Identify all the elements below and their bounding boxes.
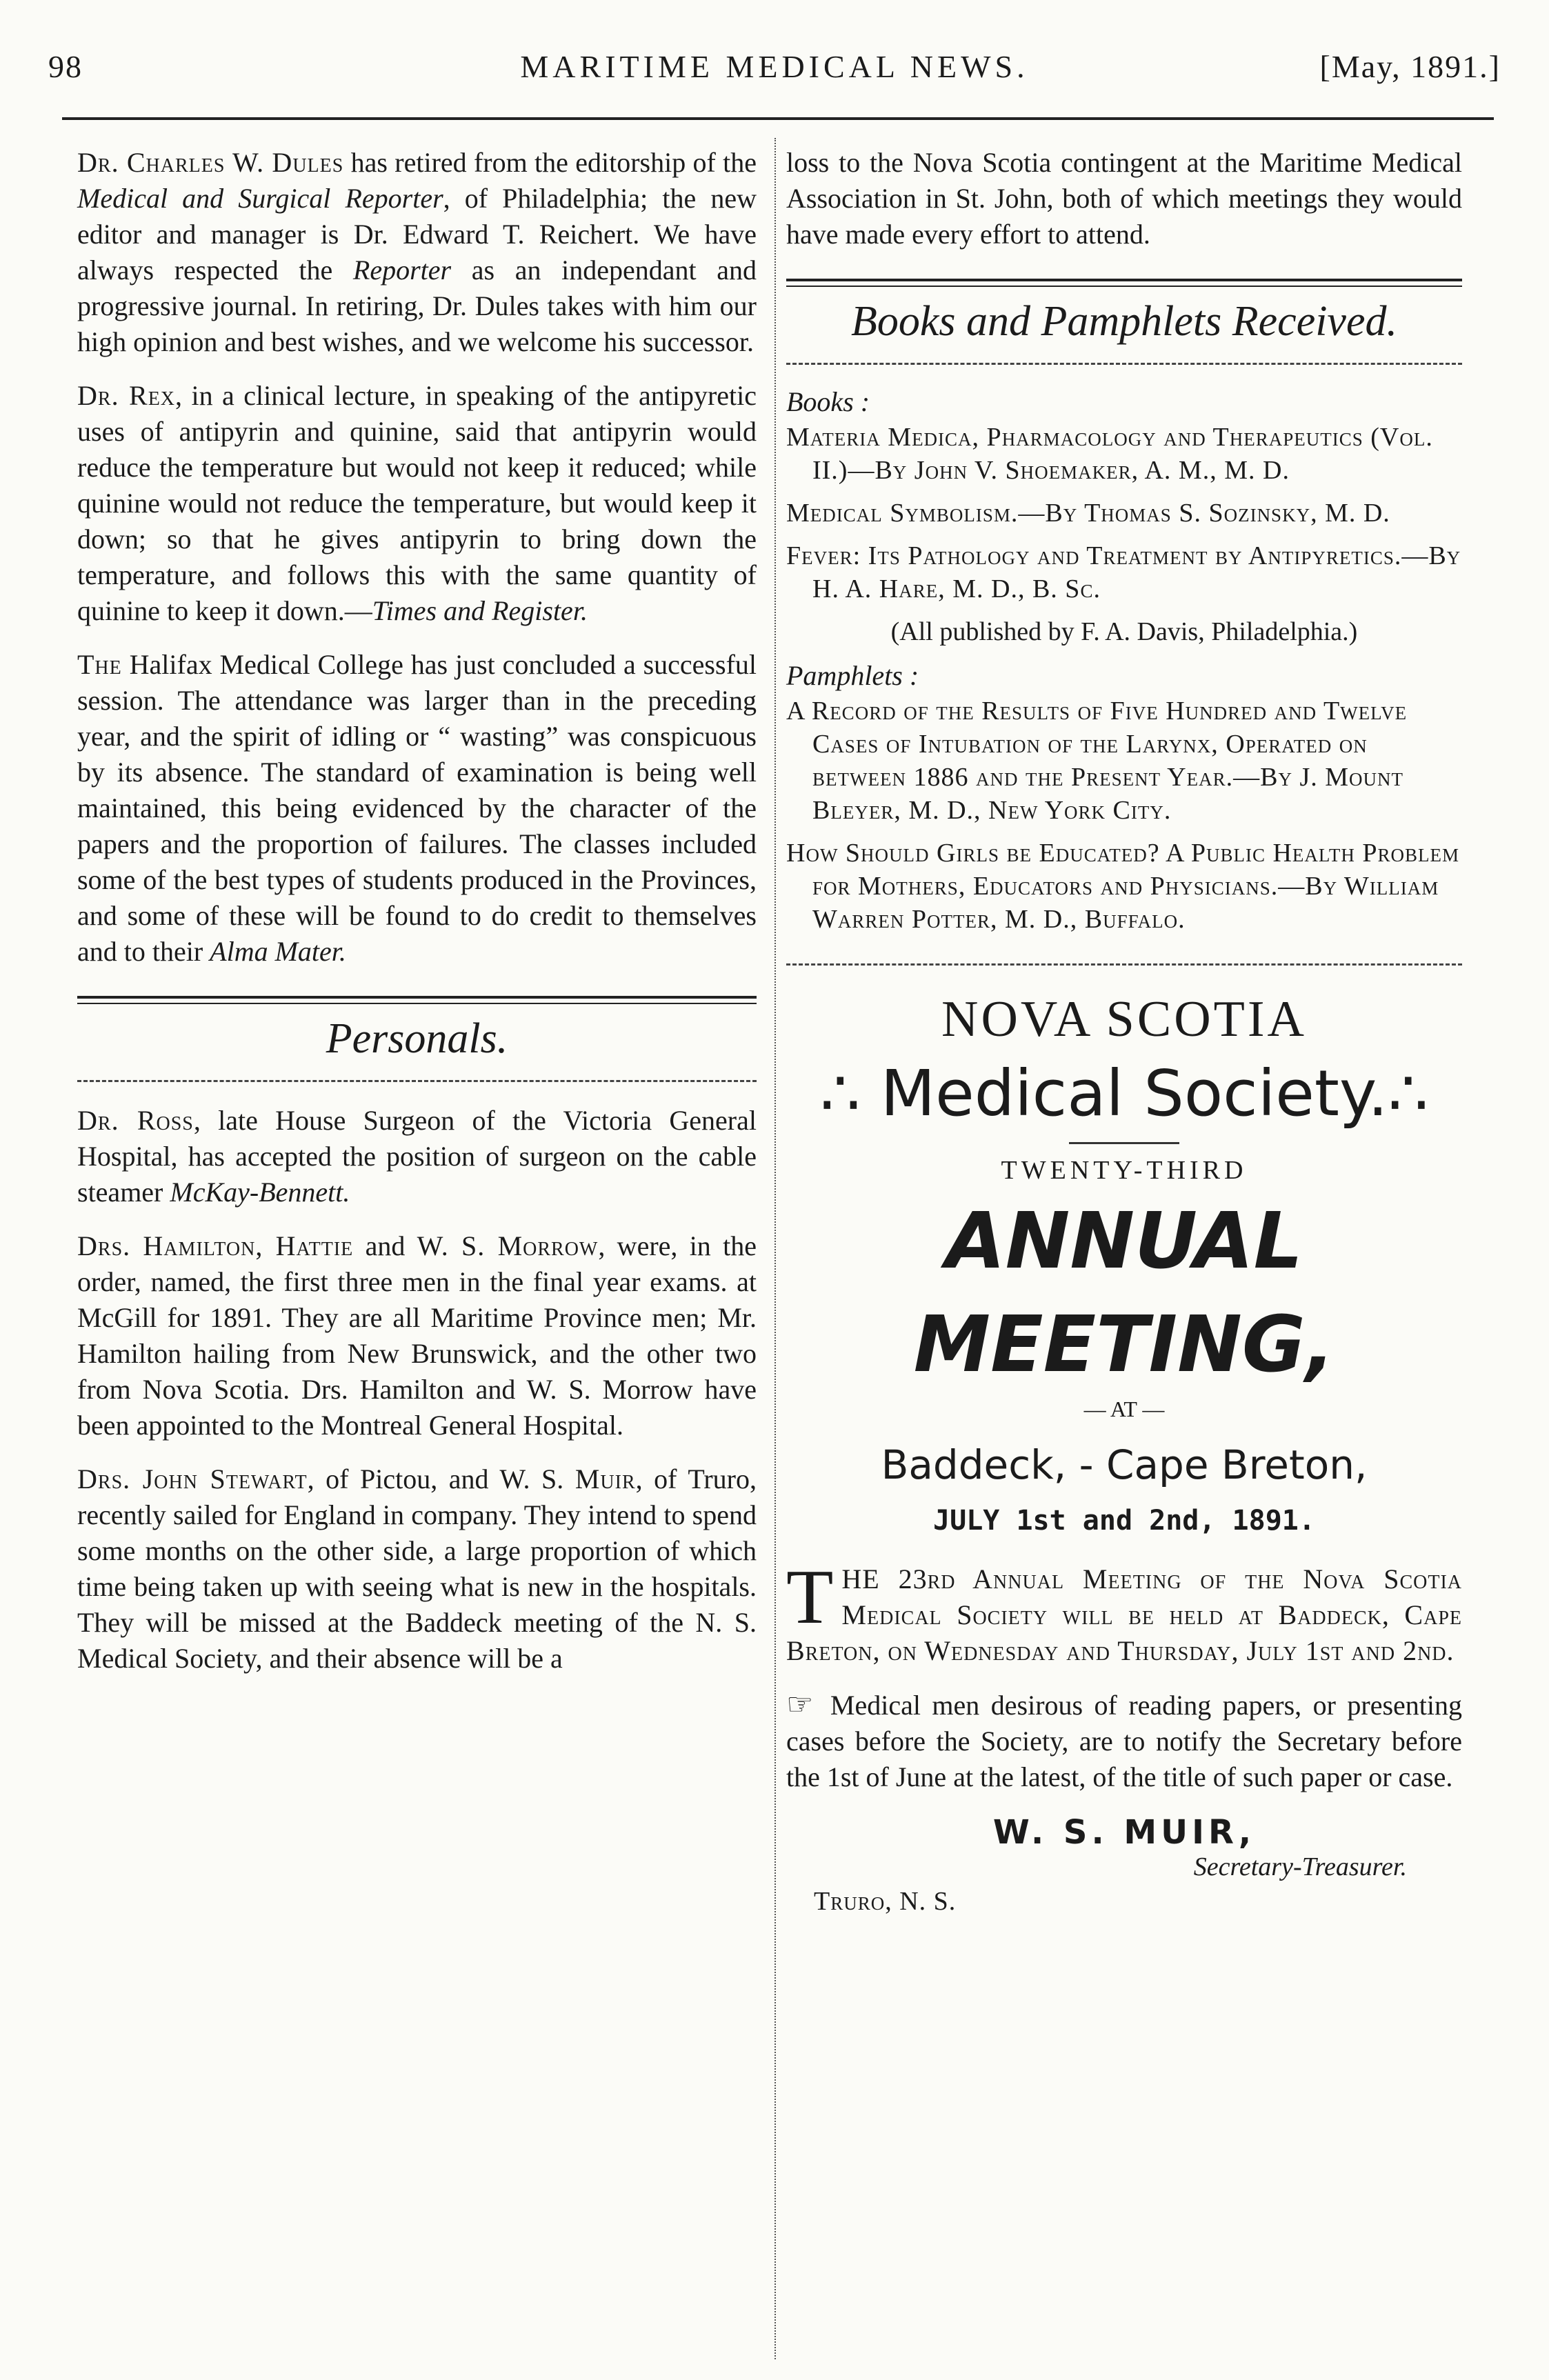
meeting-notice [786,986,1462,1917]
pointing-hand-icon: ☞ [786,1688,814,1721]
journal-title: MARITIME MEDICAL NEWS. [520,49,1029,84]
paragraph-mcgill-graduates: Drs. Hamilton, Hattie and W. S. Morrow, were, in the order, named, the first three men in the final year exams. at McGill for 1891. They are all Maritime Province men; Mr. Hamilton hailing from New Brunswick, and the other two from Nova Scotia. Drs. Hamilton and W. S. Morrow have been appointed to the Montreal General Hospital. [77,1230,757,1441]
paragraph-continued: loss to the Nova Scotia contingent at the Maritime Medical Association in St. John, both of which meetings they would have made every effort to attend. [786,147,1462,250]
header-rule [62,117,1494,120]
paragraph-dules: Dr. Charles W. Dules has retired from the editorship of the Medical and Surgical Reporter, of Philadelphia; the new editor and manager is Dr. Edward T. Reichert. We have always respected the Reporter as an independant and progressive journal. In retiring, Dr. Dules takes with him our high opinion and best wishes, and we welcome his successor. [77,147,757,357]
pamphlets-label: Pamphlets : [786,660,919,691]
signature-place: Truro, N. S. [814,1887,957,1916]
paragraph-halifax-college: The Halifax Medical College has just concluded a successful session. The attendance was larger than in the preceding year, and the spirit of idling or “ wasting” was conspicuous by its absence. The standard of examination is being well maintained, this being evidenced by the character of the papers and the proportion of failures. The classes included some of the best types of students produced in the Provinces, and some of these will be found to do credit to themselves and to their Alma Mater. [77,649,757,967]
notice-at: — AT — [1083,1397,1165,1421]
issue-date: [May, 1891.] [1319,49,1501,84]
signature-name: W. S. MUIR, [992,1813,1256,1852]
book-entry: Medical Symbolism.—By Thomas S. Sozinsky, M. D. [786,499,1390,528]
notice-instructions: ☞ Medical men desirous of reading papers, or presenting cases before the Society, are to notify the Secretary before the 1st of June at the latest, of the title of such paper or case. [786,1688,1462,1792]
personals-heading: Personals. [326,1015,508,1062]
signature-role: Secretary-Treasurer. [1193,1852,1407,1881]
paragraph-ross: Dr. Ross, late House Surgeon of the Victoria General Hospital, has accepted the position of surgeon on the cable steamer McKay-Bennett. [77,1105,757,1208]
book-entry: Fever: Its Pathology and Treatment by Antipyretics.—By H. A. Hare, M. D., B. Sc. [786,541,1461,603]
books-label: Books : [786,386,870,417]
paragraph-rex: Dr. Rex, in a clinical lecture, in speaking of the antipyretic uses of antipyrin and quinine, said that antipyrin would reduce the temperature but would not keep it reduced; while quinine would not reduce the temperature, but would keep it down; so that he gives antipyrin to bring down the temperature, and follows this with the same quantity of quinine to keep it down.—Times and Register. [77,380,757,626]
column-divider [774,138,776,2359]
notice-society-state: NOVA SCOTIA [941,991,1307,1048]
notice-ordinal: TWENTY-THIRD [1001,1156,1248,1185]
page-header [48,48,1501,103]
notice-society-name: ∴ Medical Society.∴ [819,1057,1429,1130]
books-heading: Books and Pamphlets Received. [851,298,1397,345]
notice-top-rule [786,963,1462,966]
books-publisher-note: (All published by F. A. Davis, Philadelphia.) [890,617,1358,646]
pamphlet-entry: How Should Girls be Educated? A Public Health Problem for Mothers, Educators and Physicians.—By William Warren Potter, M. D., Buffalo. [786,839,1460,934]
notice-body: THE 23rd Annual Meeting of the Nova Scotia Medical Society will be held at Baddeck, Cape Breton, on Wednesday and Thursday, July 1st and 2nd. [786,1554,1462,1666]
pamphlet-entry: A Record of the Results of Five Hundred and Twelve Cases of Intubation of the Larynx, Operated on between 1886 and the Present Year.—By J. Mount Bleyer, M. D., New York City. [786,697,1408,825]
drop-cap: T [786,1554,834,1640]
right-column [786,145,1462,1917]
notice-short-rule [1069,1142,1179,1144]
books-dashed-rule [786,363,1462,365]
section-double-rule [77,996,757,1004]
section-dashed-rule [77,1080,757,1082]
notice-annual-meeting: ANNUAL MEETING, [913,1197,1335,1390]
page-number: 98 [48,49,83,84]
left-column [77,145,757,1694]
books-double-rule [786,279,1462,287]
paragraph-stewart-muir: Drs. John Stewart, of Pictou, and W. S. Muir, of Truro, recently sailed for England in company. They intend to spend some months on the other side, a large proportion of which time being taken up with seeing what is new in the hospitals. They will be missed at the Baddeck meeting of the N. S. Medical Society, and their absence will be a [77,1463,757,1674]
notice-dates: JULY 1st and 2nd, 1891. [933,1505,1315,1537]
notice-location: Baddeck, - Cape Breton, [881,1441,1368,1488]
book-entry: Materia Medica, Pharmacology and Therapeutics (Vol. II.)—By John V. Shoemaker, A. M., M. D. [786,423,1433,485]
